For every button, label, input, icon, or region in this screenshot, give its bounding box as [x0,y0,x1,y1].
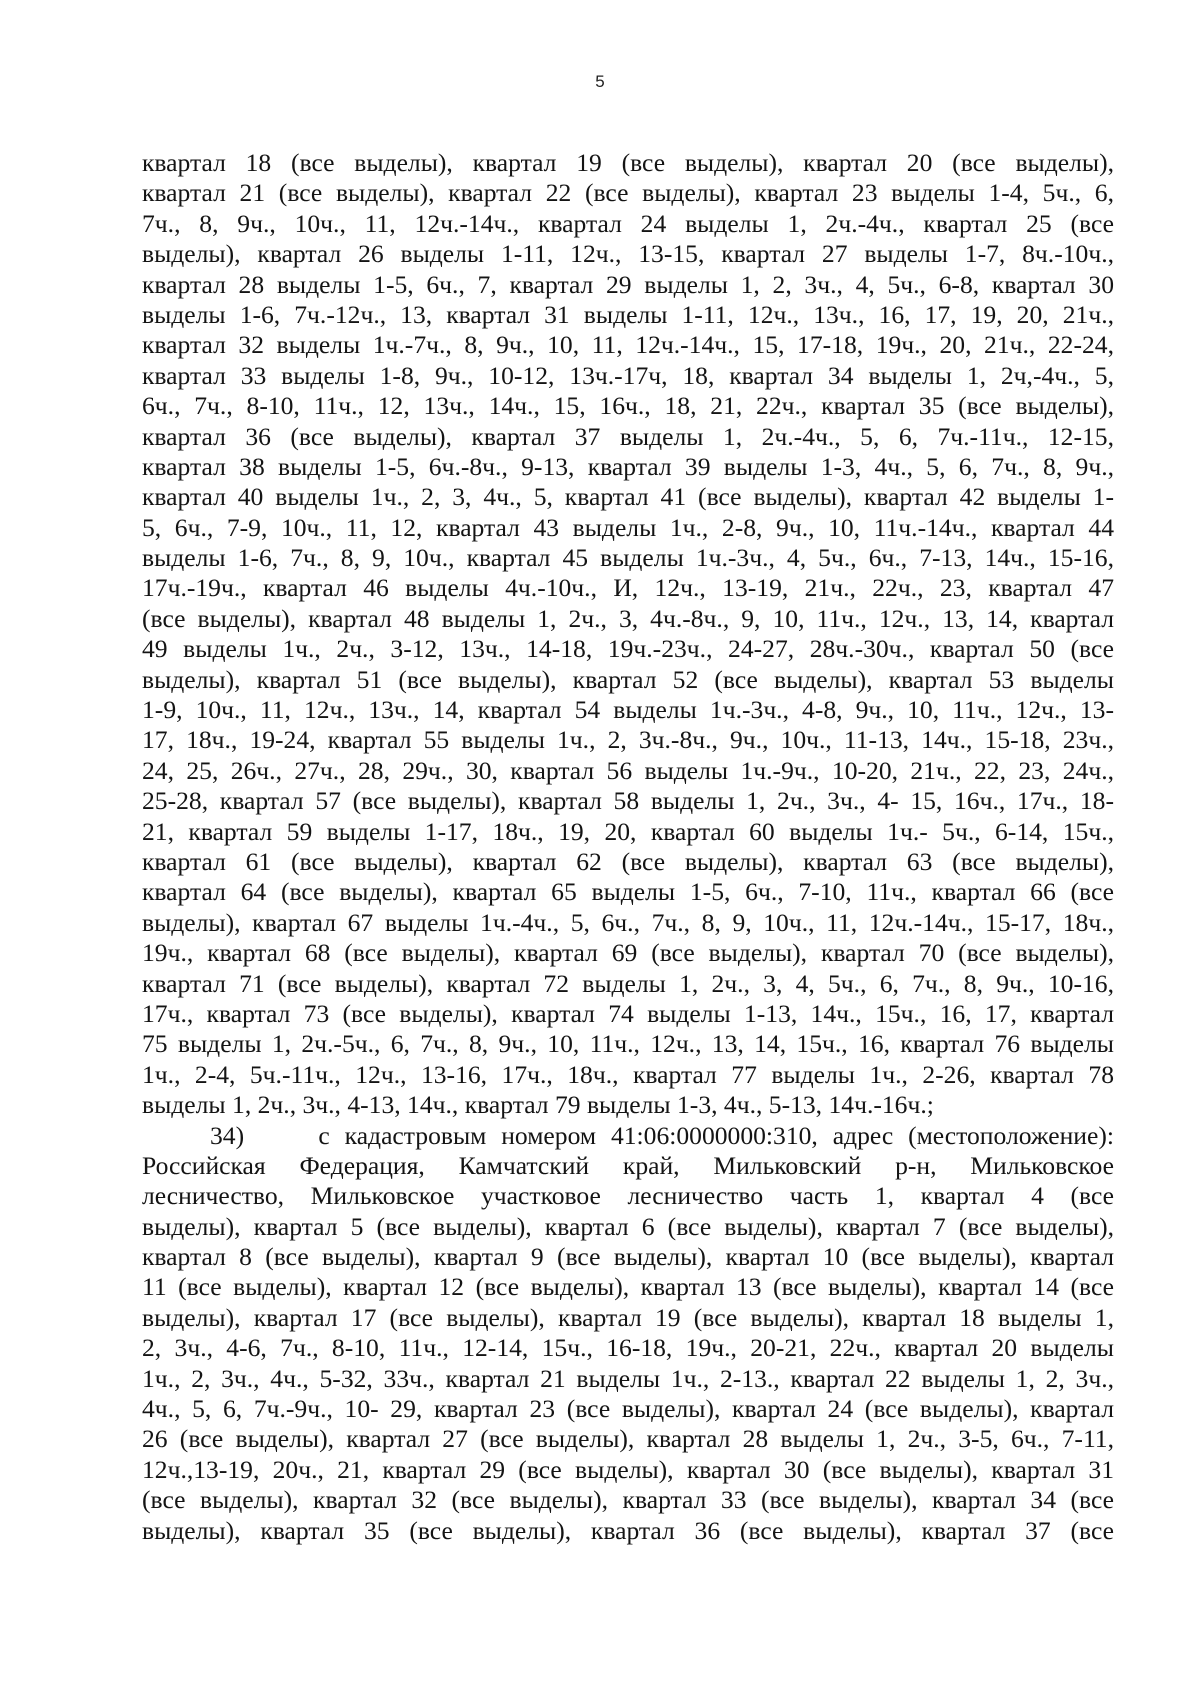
text-line: квартал 32 выделы 1ч.-7ч., 8, 9ч., 10, 11, 12ч.-14ч., 15, 17-18, 19ч., 20, 21ч., 22-24, [142,330,1114,360]
text-line: квартал 28 выделы 1-5, 6ч., 7, квартал 29 выделы 1, 2, 3ч., 4, 5ч., 6-8, квартал 30 [142,269,1114,299]
text-line: 17ч.-19ч., квартал 46 выделы 4ч.-10ч., И, 12ч., 13-19, 21ч., 22ч., 23, квартал 47 [142,573,1114,603]
text-line: квартал 21 (все выделы), квартал 22 (все выделы), квартал 23 выделы 1-4, 5ч., 6, [142,178,1114,208]
body-text [142,148,1114,1546]
text-line: 25-28, квартал 57 (все выделы), квартал 58 выделы 1, 2ч., 3ч., 4- 15, 16ч., 17ч., 18- [142,786,1114,816]
paragraph-34-first-line: 34) с кадастровым номером 41:06:0000000:310, адрес (местоположение): [210,1120,1114,1150]
text-line: 7ч., 8, 9ч., 10ч., 11, 12ч.-14ч., квартал 24 выделы 1, 2ч.-4ч., квартал 25 (все [142,208,1114,238]
text-line: 75 выделы 1, 2ч.-5ч., 6, 7ч., 8, 9ч., 10, 11ч., 12ч., 13, 14, 15ч., 16, квартал 76 выделы [142,1029,1114,1059]
text-line: 26 (все выделы), квартал 27 (все выделы), квартал 28 выделы 1, 2ч., 3-5, 6ч., 7-11, [142,1424,1114,1454]
text-line: квартал 38 выделы 1-5, 6ч.-8ч., 9-13, квартал 39 выделы 1-3, 4ч., 5, 6, 7ч., 8, 9ч., [142,451,1114,481]
text-line: 12ч.,13-19, 20ч., 21, квартал 29 (все выделы), квартал 30 (все выделы), квартал 31 [142,1454,1114,1484]
text-line: квартал 40 выделы 1ч., 2, 3, 4ч., 5, квартал 41 (все выделы), квартал 42 выделы 1- [142,482,1114,512]
text-line: квартал 8 (все выделы), квартал 9 (все выделы), квартал 10 (все выделы), квартал [142,1242,1114,1272]
text-line: выделы 1, 2ч., 3ч., 4-13, 14ч., квартал 79 выделы 1-3, 4ч., 5-13, 14ч.-16ч.; [142,1090,934,1120]
text-line: 2, 3ч., 4-6, 7ч., 8-10, 11ч., 12-14, 15ч., 16-18, 19ч., 20-21, 22ч., квартал 20 выделы [142,1333,1114,1363]
text-line: квартал 64 (все выделы), квартал 65 выделы 1-5, 6ч., 7-10, 11ч., квартал 66 (все [142,877,1114,907]
text-line: выделы), квартал 35 (все выделы), квартал 36 (все выделы), квартал 37 (все [142,1515,1114,1545]
text-line: квартал 36 (все выделы), квартал 37 выделы 1, 2ч.-4ч., 5, 6, 7ч.-11ч., 12-15, [142,421,1114,451]
text-line: 6ч., 7ч., 8-10, 11ч., 12, 13ч., 14ч., 15, 16ч., 18, 21, 22ч., квартал 35 (все выделы), [142,391,1114,421]
text-line: квартал 18 (все выделы), квартал 19 (все выделы), квартал 20 (все выделы), [142,148,1114,177]
text-line: 1ч., 2-4, 5ч.-11ч., 12ч., 13-16, 17ч., 18ч., квартал 77 выделы 1ч., 2-26, квартал 78 [142,1059,1114,1089]
text-line: (все выделы), квартал 48 выделы 1, 2ч., 3, 4ч.-8ч., 9, 10, 11ч., 12ч., 13, 14, квартал [142,603,1114,633]
text-line: 24, 25, 26ч., 27ч., 28, 29ч., 30, квартал 56 выделы 1ч.-9ч., 10-20, 21ч., 22, 23, 24ч., [142,755,1114,785]
text-line: 49 выделы 1ч., 2ч., 3-12, 13ч., 14-18, 19ч.-23ч., 24-27, 28ч.-30ч., квартал 50 (все [142,634,1114,664]
text-line: лесничество, Мильковское участковое лесничество часть 1, квартал 4 (все [142,1181,1114,1211]
text-line: 1ч., 2, 3ч., 4ч., 5-32, 33ч., квартал 21 выделы 1ч., 2-13., квартал 22 выделы 1, 2, 3ч., [142,1363,1114,1393]
text-line: (все выделы), квартал 32 (все выделы), квартал 33 (все выделы), квартал 34 (все [142,1485,1114,1515]
text-line: выделы 1-6, 7ч., 8, 9, 10ч., квартал 45 выделы 1ч.-3ч., 4, 5ч., 6ч., 7-13, 14ч., 15-16, [142,543,1114,573]
text-line: 21, квартал 59 выделы 1-17, 18ч., 19, 20, квартал 60 выделы 1ч.- 5ч., 6-14, 15ч., [142,816,1114,846]
text-line: Российская Федерация, Камчатский край, Мильковский р-н, Мильковское [142,1150,1114,1180]
text-line: 19ч., квартал 68 (все выделы), квартал 69 (все выделы), квартал 70 (все выделы), [142,938,1114,968]
page-number: 5 [595,72,605,91]
text-line: 1-9, 10ч., 11, 12ч., 13ч., 14, квартал 54 выделы 1ч.-3ч., 4-8, 9ч., 10, 11ч., 12ч., 13- [142,695,1114,725]
text-line: выделы), квартал 17 (все выделы), квартал 19 (все выделы), квартал 18 выделы 1, [142,1302,1114,1332]
text-line: 11 (все выделы), квартал 12 (все выделы), квартал 13 (все выделы), квартал 14 (все [142,1272,1114,1302]
text-line: выделы), квартал 26 выделы 1-11, 12ч., 13-15, квартал 27 выделы 1-7, 8ч.-10ч., [142,239,1114,269]
text-line: 17ч., квартал 73 (все выделы), квартал 74 выделы 1-13, 14ч., 15ч., 16, 17, квартал [142,998,1114,1028]
text-line: 4ч., 5, 6, 7ч.-9ч., 10- 29, квартал 23 (все выделы), квартал 24 (все выделы), квартал [142,1394,1114,1424]
text-line: выделы), квартал 51 (все выделы), квартал 52 (все выделы), квартал 53 выделы [142,664,1114,694]
text-line: 5, 6ч., 7-9, 10ч., 11, 12, квартал 43 выделы 1ч., 2-8, 9ч., 10, 11ч.-14ч., квартал 44 [142,512,1114,542]
text-line: выделы), квартал 5 (все выделы), квартал 6 (все выделы), квартал 7 (все выделы), [142,1211,1114,1241]
text-line: квартал 61 (все выделы), квартал 62 (все выделы), квартал 63 (все выделы), [142,846,1114,876]
text-line: квартал 33 выделы 1-8, 9ч., 10-12, 13ч.-17ч, 18, квартал 34 выделы 1, 2ч,-4ч., 5, [142,360,1114,390]
text-line: выделы 1-6, 7ч.-12ч., 13, квартал 31 выделы 1-11, 12ч., 13ч., 16, 17, 19, 20, 21ч., [142,299,1114,329]
text-line: квартал 71 (все выделы), квартал 72 выделы 1, 2ч., 3, 4, 5ч., 6, 7ч., 8, 9ч., 10-16, [142,968,1114,998]
text-line: 17, 18ч., 19-24, квартал 55 выделы 1ч., 2, 3ч.-8ч., 9ч., 10ч., 11-13, 14ч., 15-18, 23ч., [142,725,1114,755]
text-line: выделы), квартал 67 выделы 1ч.-4ч., 5, 6ч., 7ч., 8, 9, 10ч., 11, 12ч.-14ч., 15-17, 18ч., [142,907,1114,937]
